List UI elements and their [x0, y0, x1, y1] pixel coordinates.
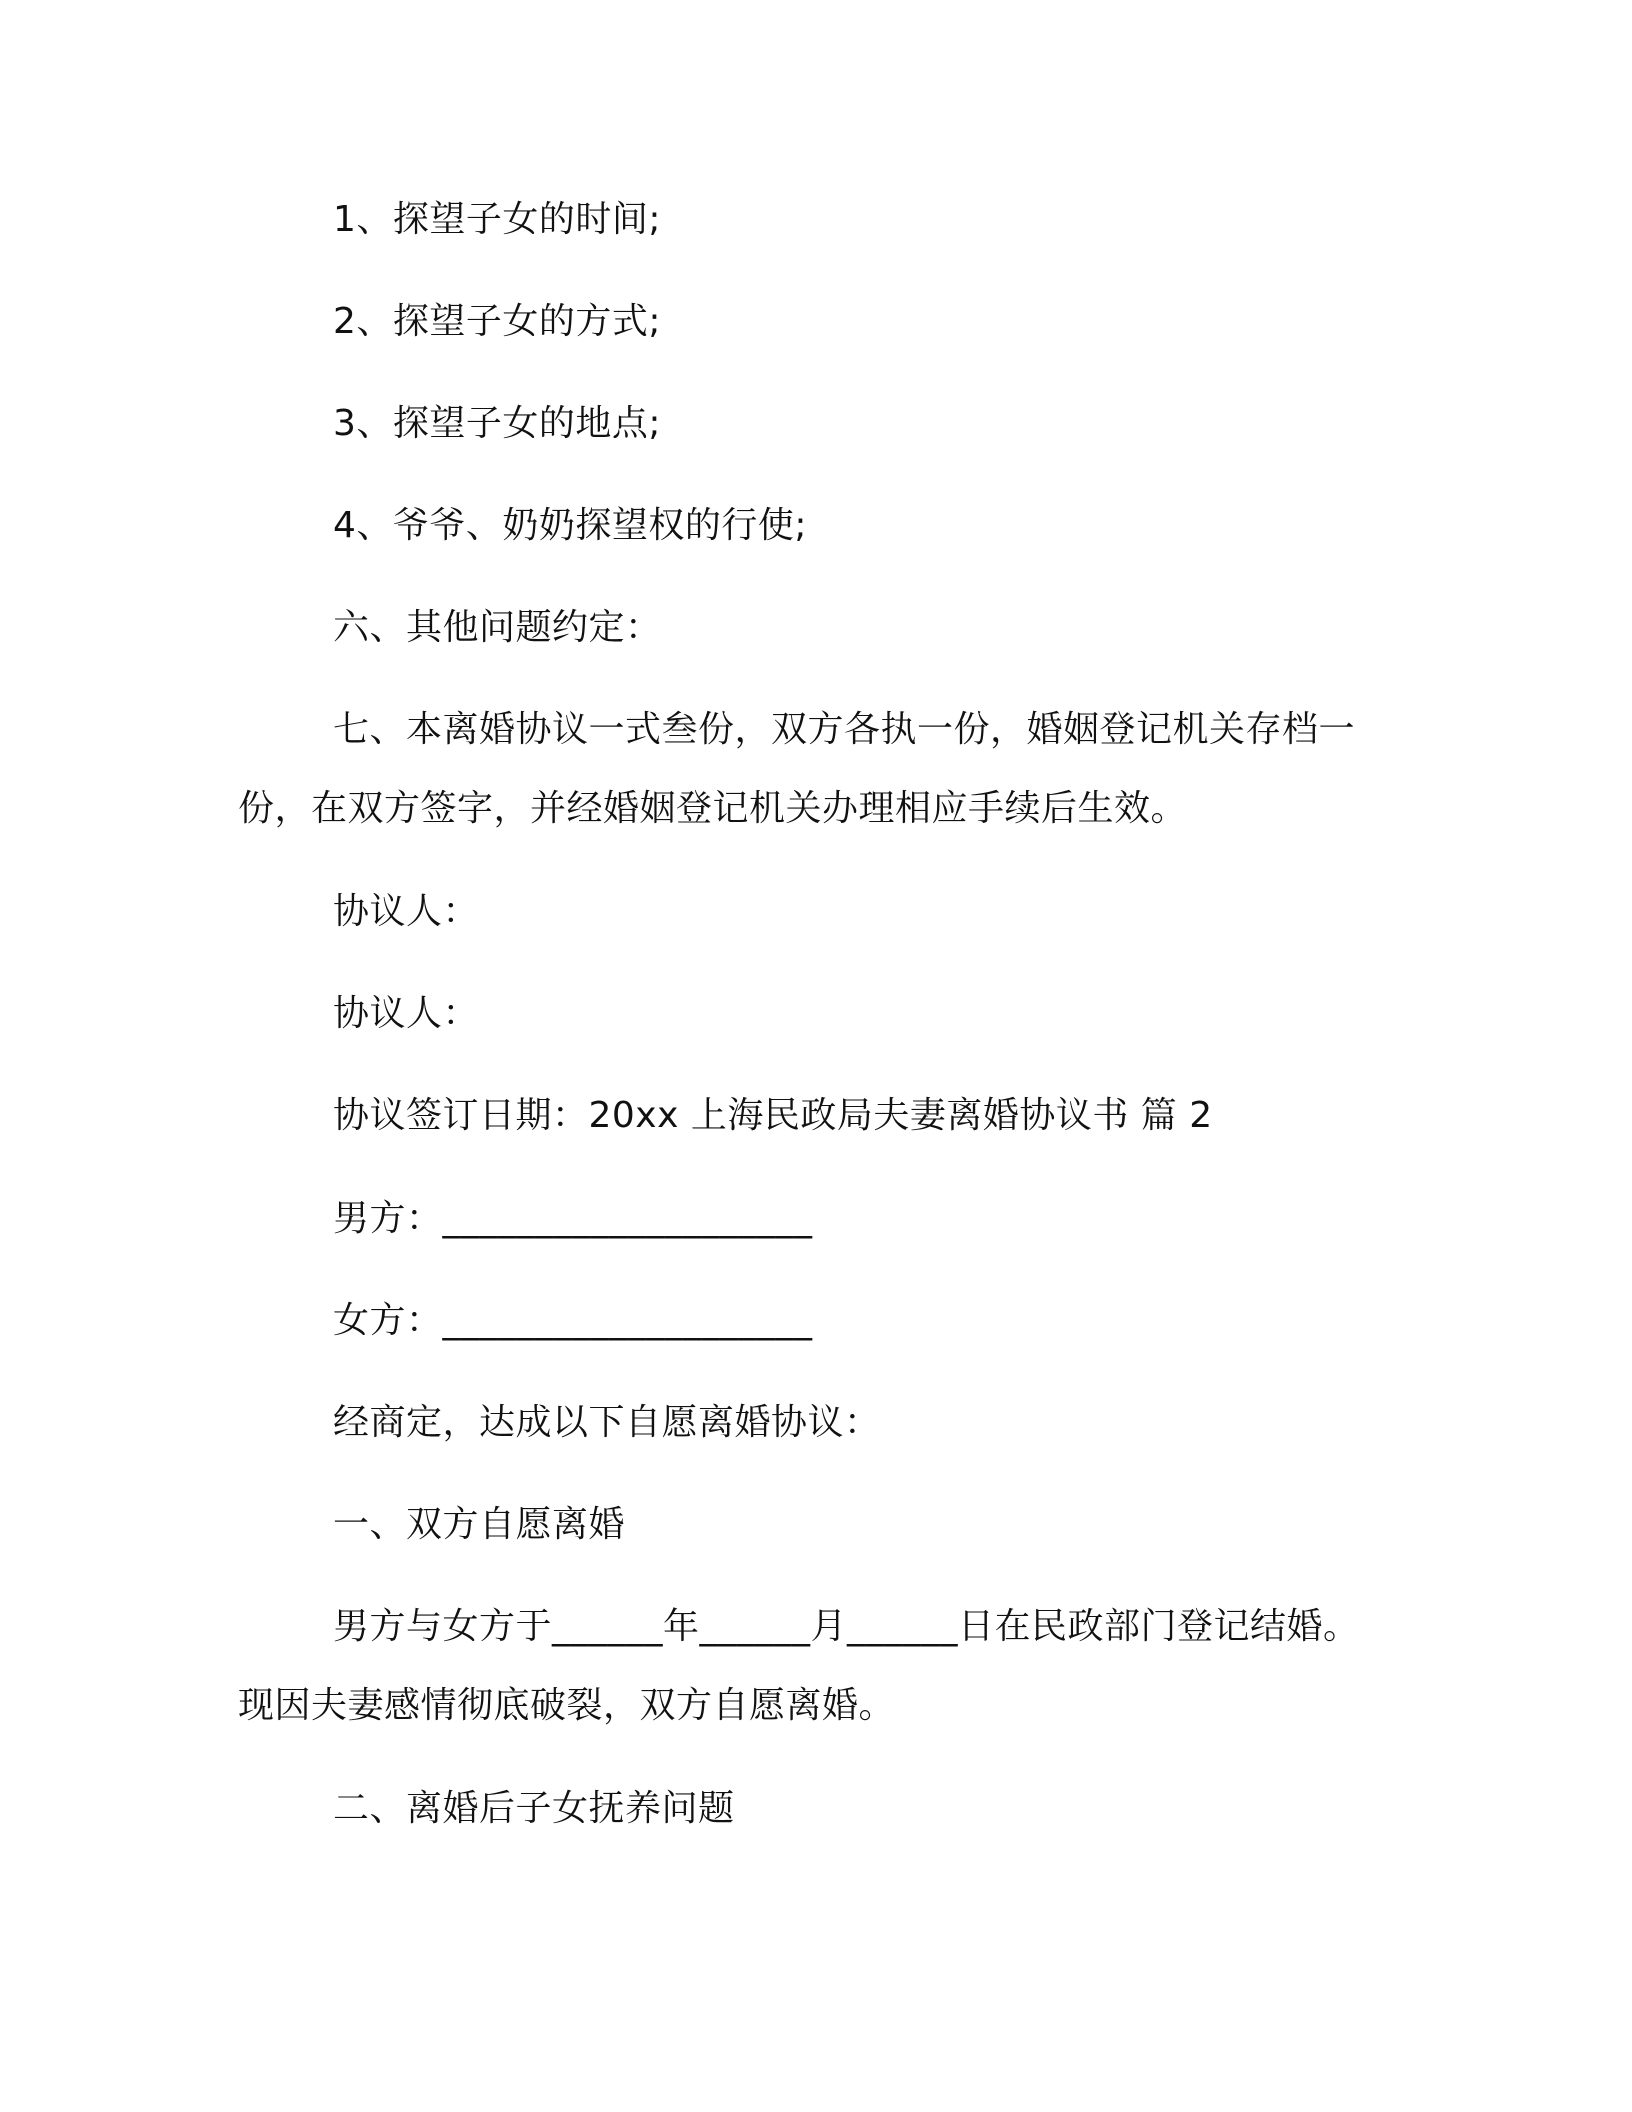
section-one-heading: 一、双方自愿离婚 — [333, 1504, 626, 1545]
agreement-intro: 经商定，达成以下自愿离婚协议： — [333, 1402, 881, 1443]
signatory-label-2: 协议人： — [333, 993, 480, 1034]
husband-field: 男方：____________________ — [333, 1198, 813, 1239]
signatory-label-1: 协议人： — [333, 891, 480, 932]
grandparents-visitation-item: 4、爷爷、奶奶探望权的行使; — [333, 505, 808, 546]
marriage-registration-line-2: 现因夫妻感情彻底破裂，双方自愿离婚。 — [238, 1685, 896, 1726]
agreement-date-line: 协议签订日期：20xx 上海民政局夫妻离婚协议书 篇 2 — [333, 1095, 1213, 1136]
marriage-registration-line-1: 男方与女方于______年______月______日在民政部门登记结婚。 — [333, 1606, 1360, 1647]
section-seven-paragraph-line-1: 七、本离婚协议一式叁份，双方各执一份，婚姻登记机关存档一 — [333, 709, 1356, 750]
section-two-heading: 二、离婚后子女抚养问题 — [333, 1788, 735, 1829]
visit-location-item: 3、探望子女的地点; — [333, 403, 662, 444]
section-six-heading: 六、其他问题约定： — [333, 607, 662, 648]
section-seven-paragraph-line-2: 份，在双方签字，并经婚姻登记机关办理相应手续后生效。 — [238, 788, 1188, 829]
visit-method-item: 2、探望子女的方式; — [333, 301, 662, 342]
wife-field: 女方：____________________ — [333, 1300, 813, 1341]
visit-time-item: 1、探望子女的时间; — [333, 199, 662, 240]
